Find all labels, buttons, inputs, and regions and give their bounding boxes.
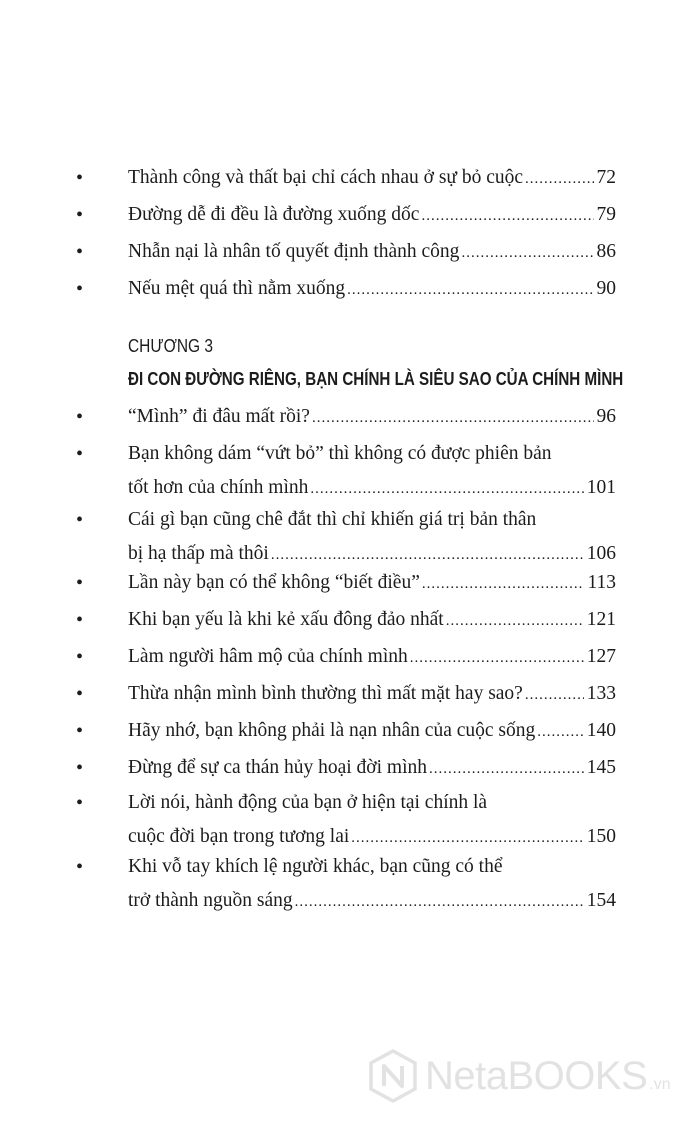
toc-item-page: 145 xyxy=(586,757,616,778)
leader-dots xyxy=(410,641,584,675)
leader-dots xyxy=(310,472,583,506)
bullet-icon: • xyxy=(76,683,84,705)
toc-item-title-cont: cuộc đời bạn trong tương lai xyxy=(128,826,350,847)
watermark-suffix: .vn xyxy=(649,1076,671,1093)
toc-item-page: 101 xyxy=(586,477,616,498)
toc-item-title: Thừa nhận mình bình thường thì mất mặt hay sao? xyxy=(128,683,523,704)
bullet-icon: • xyxy=(76,406,84,428)
toc-item-page: 79 xyxy=(596,204,616,225)
bullet-icon: • xyxy=(76,572,84,594)
toc-item-title: Làm người hâm mộ của chính mình xyxy=(128,646,408,667)
bullet-icon: • xyxy=(76,757,84,779)
toc-item-title-cont: bị hạ thấp mà thôi xyxy=(128,543,269,564)
bullet-icon: • xyxy=(76,646,84,668)
leader-dots xyxy=(422,567,585,601)
toc-item-page: 133 xyxy=(586,683,616,704)
leader-dots xyxy=(429,752,584,786)
toc-item-title: Lời nói, hành động của bạn ở hiện tại chính là xyxy=(128,792,488,813)
toc-item-title-cont: trở thành nguồn sáng xyxy=(128,890,293,911)
toc-item-page: 113 xyxy=(587,572,616,593)
watermark xyxy=(365,1046,695,1106)
toc-item-page: 90 xyxy=(596,278,616,299)
toc-item-title: “Mình” đi đâu mất rồi? xyxy=(128,406,310,427)
leader-dots xyxy=(312,401,594,435)
leader-dots xyxy=(295,885,584,919)
bullet-icon: • xyxy=(76,167,84,189)
leader-dots xyxy=(525,162,593,196)
toc-item-page: 96 xyxy=(596,406,616,427)
bullet-icon: • xyxy=(76,204,84,226)
bullet-icon: • xyxy=(76,609,84,631)
toc-item-title: Nếu mệt quá thì nằm xuống xyxy=(128,278,346,299)
bullet-icon: • xyxy=(76,856,84,878)
toc-item-title: Khi vỗ tay khích lệ người khác, bạn cũng có thể xyxy=(128,856,503,877)
toc-item-page: 150 xyxy=(586,826,616,847)
toc-item-title-cont: tốt hơn của chính mình xyxy=(128,477,309,498)
leader-dots xyxy=(421,199,593,233)
toc-item-title: Nhẫn nại là nhân tố quyết định thành công xyxy=(128,241,460,262)
leader-dots xyxy=(525,678,584,712)
leader-dots xyxy=(446,604,584,638)
toc-item-title: Bạn không dám “vứt bỏ” thì không có được phiên bản xyxy=(128,443,552,464)
toc-item-page: 140 xyxy=(586,720,616,741)
toc-item-page: 72 xyxy=(596,167,616,188)
toc-item-title: Đừng để sự ca thán hủy hoại đời mình xyxy=(128,757,427,778)
leader-dots xyxy=(461,236,593,270)
toc-item-page: 106 xyxy=(586,543,616,564)
toc-item-title: Cái gì bạn cũng chê đắt thì chỉ khiến giá trị bản thân xyxy=(128,509,537,530)
toc-item-page: 154 xyxy=(586,890,616,911)
toc-item-title: Hãy nhớ, bạn không phải là nạn nhân của cuộc sống xyxy=(128,720,536,741)
toc-item-page: 121 xyxy=(586,609,616,630)
leader-dots xyxy=(537,715,584,749)
toc-item-page: 86 xyxy=(596,241,616,262)
toc-item-title: Thành công và thất bại chỉ cách nhau ở sự bỏ cuộc xyxy=(128,167,524,188)
toc-item-title: Đường dễ đi đều là đường xuống dốc xyxy=(128,204,420,225)
toc-item-title: Khi bạn yếu là khi kẻ xấu đông đảo nhất xyxy=(128,609,444,630)
bullet-icon: • xyxy=(76,720,84,742)
toc-item-title: Lần này bạn có thể không “biết điều” xyxy=(128,572,420,593)
bullet-icon: • xyxy=(76,792,84,814)
toc-item-page: 127 xyxy=(586,646,616,667)
chapter-label: CHƯƠNG 3 xyxy=(128,336,213,356)
leader-dots xyxy=(347,273,593,307)
chapter-title: ĐI CON ĐƯỜNG RIÊNG, BẠN CHÍNH LÀ SIÊU SAO CỦA CHÍNH MÌNH xyxy=(128,368,624,389)
bullet-icon: • xyxy=(76,443,84,465)
hexagon-n-logo-icon xyxy=(365,1048,421,1104)
bullet-icon: • xyxy=(76,509,84,531)
watermark-brand: NetaBOOKS xyxy=(425,1053,648,1098)
bullet-icon: • xyxy=(76,278,84,300)
bullet-icon: • xyxy=(76,241,84,263)
